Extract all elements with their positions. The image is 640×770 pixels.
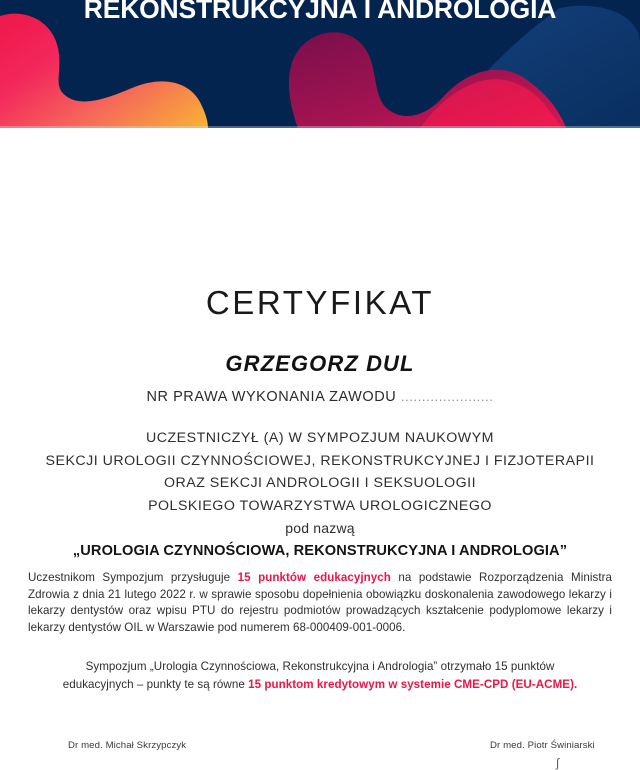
license-number-line: [0, 387, 640, 407]
cme-paragraph: [58, 658, 582, 693]
signature-right: Dr med. Piotr Świniarski: [490, 740, 595, 751]
credits-paragraph-part2: na podstawie Rozporządzenia Ministra Zdrowia z dnia 21 lutego 2022 r. w sprawie sposobu dopełnienia obowiązku doskonalenia zawodowego lekarzy i lekarzy dentystów oraz wpisu PTU do rejestru podmiotów prowadzących kształcenie podyplomowe lekarzy i lekarzy dentystów OIL w Warszawie pod numerem 68-000409-001-0006.: [28, 571, 612, 634]
signature-left: Dr med. Michał Skrzypczyk: [68, 740, 187, 751]
header-banner: [0, 0, 640, 128]
cme-highlight: 15 punktom kredytowym w systemie CME-CPD (EU-ACME).: [248, 677, 578, 691]
credits-paragraph-part1: Uczestnikom Sympozjum przysługuje: [28, 571, 238, 584]
participation-line-4: POLSKIEGO TOWARZYSTWA UROLOGICZNEGO: [148, 497, 492, 514]
credits-highlight: 15 punktów edukacyjnych: [237, 571, 391, 584]
participation-line-3: ORAZ SEKCJI ANDROLOGII I SEKSUOLOGII: [163, 475, 477, 491]
signature-right-mark: ∫: [556, 756, 560, 770]
banner-title: REKONSTRUKCYJNA I ANDROLOGIA: [83, 0, 557, 24]
license-number-value: ......................: [400, 389, 494, 404]
participation-block: [0, 427, 640, 562]
participation-line-2: SEKCJI UROLOGII CZYNNOŚCIOWEJ, REKONSTRUKCYJNEJ I FIZJOTERAPII: [45, 452, 595, 469]
event-name: „UROLOGIA CZYNNOŚCIOWA, REKONSTRUKCYJNA I ANDROLOGIA”: [72, 542, 568, 559]
certificate-body: [0, 128, 640, 770]
page-title: CERTYFIKAT: [205, 284, 435, 321]
credits-paragraph: [28, 570, 612, 636]
participation-line-1: UCZESTNICZYŁ (A) W SYMPOZJUM NAUKOWYM: [146, 430, 494, 446]
cme-paragraph-part1: Sympozjum „Urologia Czynnościowa, Rekonstrukcyjna i Andrologia” otrzymało 15 punktów edukacyjnych – punkty te są równe: [62, 660, 555, 691]
license-number-label: NR PRAWA WYKONANIA ZAWODU: [146, 389, 397, 405]
recipient-name: GRZEGORZ DUL: [225, 351, 415, 376]
under-name-label: pod nazwą: [285, 520, 355, 536]
